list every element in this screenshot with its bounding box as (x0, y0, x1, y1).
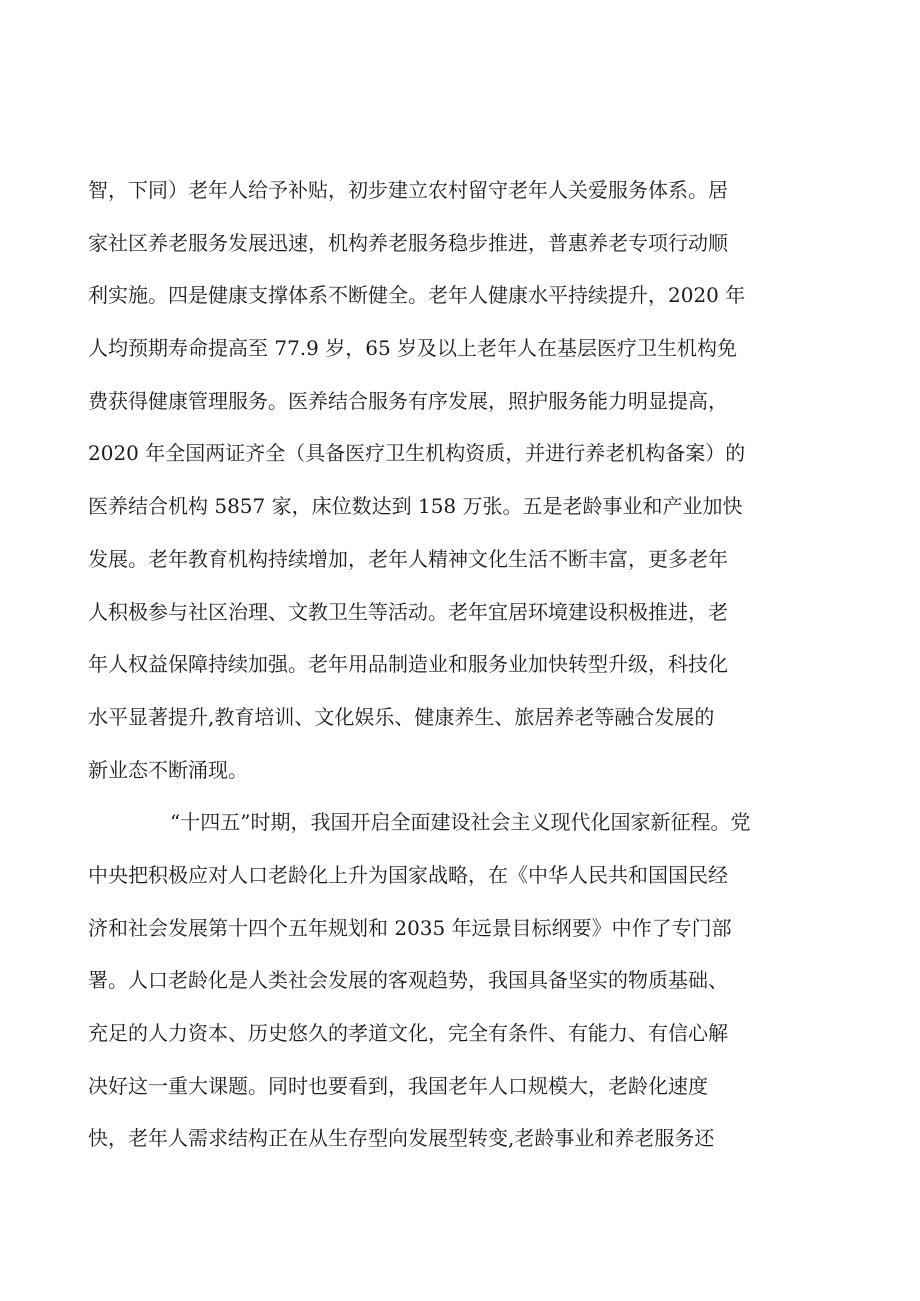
text-line: 智，下同）老年人给予补贴，初步建立农村留守老年人关爱服务体系。居 (88, 178, 728, 202)
text-line: 家社区养老服务发展迅速，机构养老服务稳步推进，普惠养老专项行动顺 (88, 230, 728, 255)
text-line: 利实施。四是健康支撑体系不断健全。老年人健康水平持续提升，2020 年 (88, 283, 746, 308)
text-line: 中央把积极应对人口老龄化上升为国家战略，在《中华人民共和国国民经 (88, 862, 728, 887)
text-line: 水平显著提升,教育培训、文化娱乐、健康养生、旅居养老等融合发展的 (88, 704, 715, 729)
text-line: 新业态不断涌现。 (88, 757, 248, 782)
text-line: 人积极参与社区治理、文教卫生等活动。老年宜居环境建设积极推进，老 (88, 599, 728, 624)
text-line: 2020 年全国两证齐全（具备医疗卫生机构资质，并进行养老机构备案）的 (88, 441, 746, 466)
body-text (88, 164, 838, 1165)
text-line: 决好这一重大课题。同时也要看到，我国老年人口规模大，老龄化速度 (88, 1073, 708, 1098)
text-line: 快，老年人需求结构正在从生存型向发展型转变,老龄事业和养老服务还 (88, 1126, 715, 1151)
text-line: 济和社会发展第十四个五年规划和 2035 年远景目标纲要》中作了专门部 (88, 915, 732, 940)
text-line: 医养结合机构 5857 家，床位数达到 158 万张。五是老龄事业和产业加快 (88, 494, 743, 519)
text-line: 年人权益保障持续加强。老年用品制造业和服务业加快转型升级，科技化 (88, 652, 728, 677)
text-line: 费获得健康管理服务。医养结合服务有序发展，照护服务能力明显提高， (88, 388, 728, 413)
text-line: 发展。老年教育机构持续增加，老年人精神文化生活不断丰富，更多老年 (88, 546, 728, 571)
text-line: 充足的人力资本、历史悠久的孝道文化，完全有条件、有能力、有信心解 (88, 1021, 728, 1045)
text-line: 人均预期寿命提高至 77.9 岁，65 岁及以上老年人在基层医疗卫生机构免 (88, 336, 738, 361)
paragraph-first-line: “十四五”时期，我国开启全面建设社会主义现代化国家新征程。党 (170, 810, 751, 835)
text-line: 署。人口老龄化是人类社会发展的客观趋势，我国具备坚实的物质基础、 (88, 968, 728, 993)
